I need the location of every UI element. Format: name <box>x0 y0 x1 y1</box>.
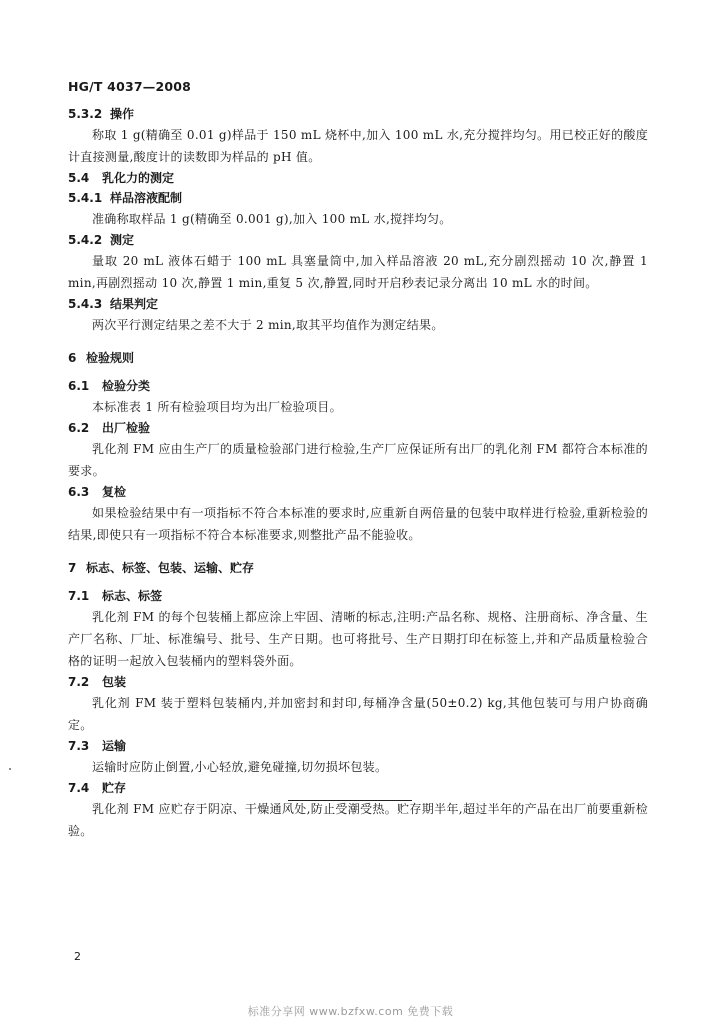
section-heading-6-1 <box>68 376 648 396</box>
section-title: 标志、标签、包装、运输、贮存 <box>86 561 255 575</box>
section-heading-6-3 <box>68 482 648 502</box>
section-title: 样品溶液配制 <box>110 191 183 205</box>
section-heading-7-3 <box>68 736 648 756</box>
section-text-5-4-1: 准确称取样品 1 g(精确至 0.001 g),加入 100 mL 水,搅拌均匀。 <box>92 212 452 226</box>
section-title: 贮存 <box>102 781 127 795</box>
section-number: 7.4 <box>68 781 90 795</box>
section-heading-6 <box>68 348 648 368</box>
section-text-7-1: 乳化剂 FM 的每个包装桶上都应涂上牢固、清晰的标志,注明:产品名称、规格、注册商标、净含量、生产厂名称、厂址、标准编号、批号、生产日期。也可将批号、生产日期打印在标签上,并和产品质量检验合格的证明一起放入包装桶内的塑料袋外面。 <box>68 610 648 668</box>
section-title: 检验规则 <box>86 351 135 365</box>
spacer <box>68 336 648 348</box>
section-title: 乳化力的测定 <box>102 171 175 185</box>
section-text-5-4-2: 量取 20 mL 液体石蜡于 100 mL 具塞量筒中,加入样品溶液 20 mL,充分剧烈摇动 10 次,静置 1 min,再剧烈摇动 10 次,静置 1 min,重复 5 次,静置,同时开启秒表记录分离出 10 mL 水的时间。 <box>68 254 648 290</box>
section-number: 7.1 <box>68 589 90 603</box>
section-number: 7 <box>68 561 77 575</box>
section-number: 6.3 <box>68 485 90 499</box>
section-text-6-1: 本标准表 1 所有检验项目均为出厂检验项目。 <box>92 400 342 414</box>
section-heading-7-1 <box>68 586 648 606</box>
section-heading-5-4 <box>68 168 648 188</box>
section-text-5-3-2: 称取 1 g(精确至 0.01 g)样品于 150 mL 烧杯中,加入 100 mL 水,充分搅拌均匀。用已校正好的酸度计直接测量,酸度计的读数即为样品的 pH 值。 <box>68 128 648 164</box>
spacer <box>68 368 648 376</box>
section-heading-5-4-3 <box>68 294 648 314</box>
section-heading-5-3-2 <box>68 104 648 124</box>
section-text-7-4: 乳化剂 FM 应贮存于阴凉、干燥通风处,防止受潮受热。贮存期半年,超过半年的产品在出厂前要重新检验。 <box>68 802 648 838</box>
section-number: 5.4.2 <box>68 233 103 247</box>
section-text-6-3: 如果检验结果中有一项指标不符合本标准的要求时,应重新自两倍量的包装中取样进行检验,重新检验的结果,即使只有一项指标不符合本标准要求,则整批产品不能验收。 <box>68 506 648 542</box>
section-heading-7-2 <box>68 672 648 692</box>
document-body <box>68 104 648 842</box>
section-title: 标志、标签 <box>102 589 163 603</box>
spacer <box>68 546 648 558</box>
section-title: 测定 <box>110 233 135 247</box>
standard-number: HG/T 4037—2008 <box>68 79 192 94</box>
section-text-6-2: 乳化剂 FM 应由生产厂的质量检验部门进行检验,生产厂应保证所有出厂的乳化剂 FM 都符合本标准的要求。 <box>68 442 648 478</box>
section-number: 6.2 <box>68 421 90 435</box>
section-title: 出厂检验 <box>102 421 151 435</box>
section-heading-7 <box>68 558 648 578</box>
section-number: 7.3 <box>68 739 90 753</box>
section-title: 复检 <box>102 485 127 499</box>
section-title: 结果判定 <box>110 297 159 311</box>
section-heading-5-4-2 <box>68 230 648 250</box>
scan-artifact <box>9 768 11 770</box>
section-text-7-3: 运输时应防止倒置,小心轻放,避免碰撞,切勿损坏包装。 <box>92 760 388 774</box>
section-number: 5.4.3 <box>68 297 103 311</box>
section-title: 运输 <box>102 739 127 753</box>
section-title: 操作 <box>110 107 135 121</box>
spacer <box>68 578 648 586</box>
section-number: 6 <box>68 351 77 365</box>
section-text-7-2: 乳化剂 FM 装于塑料包装桶内,并加密封和封印,每桶净含量(50±0.2) kg,其他包装可与用户协商确定。 <box>68 696 648 732</box>
section-number: 6.1 <box>68 379 90 393</box>
section-title: 包装 <box>102 675 127 689</box>
section-title: 检验分类 <box>102 379 151 393</box>
section-number: 5.3.2 <box>68 107 103 121</box>
section-number: 7.2 <box>68 675 90 689</box>
page-number: 2 <box>74 950 81 963</box>
section-heading-5-4-1 <box>68 188 648 208</box>
section-number: 5.4 <box>68 171 90 185</box>
section-number: 5.4.1 <box>68 191 103 205</box>
watermark: 标准分享网 www.bzfxw.com 免费下载 <box>247 1005 454 1018</box>
section-text-5-4-3: 两次平行测定结果之差不大于 2 min,取其平均值作为测定结果。 <box>92 318 444 332</box>
section-heading-6-2 <box>68 418 648 438</box>
section-heading-7-4 <box>68 778 648 798</box>
end-of-document-rule <box>288 800 412 801</box>
